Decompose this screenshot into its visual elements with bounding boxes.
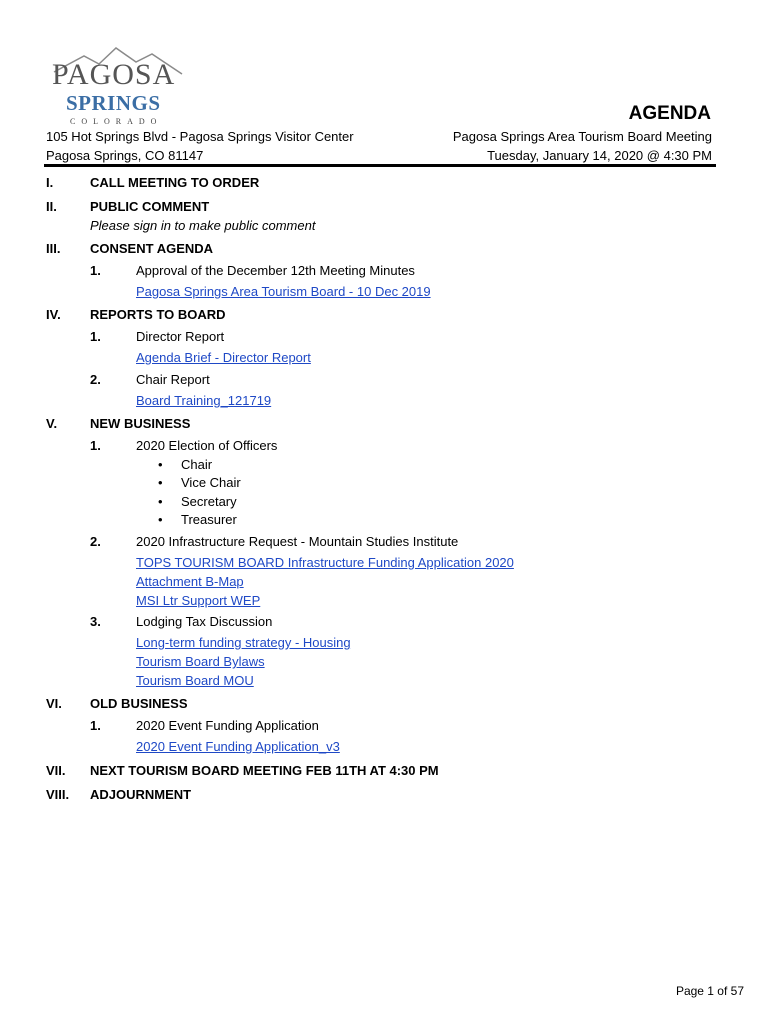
pagosa-springs-logo — [44, 44, 189, 128]
item-text: 2020 Infrastructure Request - Mountain Studies Institute — [136, 534, 459, 549]
msi-letter-link[interactable]: MSI Ltr Support WEP — [136, 593, 261, 608]
section-number: III. — [46, 241, 61, 256]
item-number: 1. — [90, 329, 101, 344]
section-title: NEW BUSINESS — [90, 416, 191, 431]
bullet-icon: • — [158, 494, 163, 509]
section-title: REPORTS TO BOARD — [90, 307, 226, 322]
public-comment-note: Please sign in to make public comment — [90, 218, 316, 233]
bullet-item: Vice Chair — [181, 475, 241, 490]
address-line-2: Pagosa Springs, CO 81147 — [46, 148, 204, 163]
logo-pagosa: PAGOSA — [52, 58, 176, 91]
minutes-link[interactable]: Pagosa Springs Area Tourism Board - 10 Dec 2019 — [136, 284, 431, 299]
bullet-item: Chair — [181, 457, 213, 472]
bullet-icon: • — [158, 512, 163, 527]
section-title: NEXT TOURISM BOARD MEETING FEB 11TH AT 4:30 PM — [90, 763, 439, 778]
section-title: PUBLIC COMMENT — [90, 199, 210, 214]
page-number: Page 1 of 57 — [675, 984, 744, 998]
event-funding-link[interactable]: 2020 Event Funding Application_v3 — [136, 739, 340, 754]
board-training-link[interactable]: Board Training_121719 — [136, 393, 272, 408]
bullet-icon: • — [158, 457, 163, 472]
infrastructure-application-link[interactable]: TOPS TOURISM BOARD Infrastructure Funding Application 2020 — [136, 555, 514, 570]
item-number: 1. — [90, 438, 101, 453]
bullet-item: Treasurer — [181, 512, 237, 527]
section-title: CONSENT AGENDA — [90, 241, 214, 256]
section-number: IV. — [46, 307, 61, 322]
director-report-link[interactable]: Agenda Brief - Director Report — [136, 350, 311, 365]
item-text: Approval of the December 12th Meeting Minutes — [136, 263, 415, 278]
section-title: CALL MEETING TO ORDER — [90, 175, 260, 190]
section-number: VII. — [46, 763, 66, 778]
section-number: V. — [46, 416, 58, 431]
item-text: 2020 Event Funding Application — [136, 718, 319, 733]
meeting-date: Tuesday, January 14, 2020 @ 4:30 PM — [487, 148, 712, 163]
section-number: VIII. — [46, 787, 70, 802]
item-number: 3. — [90, 614, 101, 629]
item-number: 1. — [90, 263, 101, 278]
mou-link[interactable]: Tourism Board MOU — [136, 673, 254, 688]
bullet-icon: • — [158, 475, 163, 490]
header-divider — [44, 164, 716, 167]
item-text: Lodging Tax Discussion — [136, 614, 273, 629]
funding-strategy-link[interactable]: Long-term funding strategy - Housing — [136, 635, 351, 650]
section-title: ADJOURNMENT — [90, 787, 192, 802]
item-number: 2. — [90, 534, 101, 549]
logo-springs: SPRINGS — [66, 91, 161, 115]
item-text: Director Report — [136, 329, 225, 344]
item-text: 2020 Election of Officers — [136, 438, 278, 453]
item-number: 1. — [90, 718, 101, 733]
bylaws-link[interactable]: Tourism Board Bylaws — [136, 654, 265, 669]
section-number: VI. — [46, 696, 62, 711]
meeting-name: Pagosa Springs Area Tourism Board Meeting — [452, 129, 712, 144]
logo-colorado: COLORADO — [70, 117, 163, 126]
bullet-item: Secretary — [181, 494, 237, 509]
section-title: OLD BUSINESS — [90, 696, 188, 711]
section-number: II. — [46, 199, 57, 214]
section-number: I. — [46, 175, 54, 190]
agenda-title: AGENDA — [628, 103, 711, 124]
address-line-1: 105 Hot Springs Blvd - Pagosa Springs Visitor Center — [46, 129, 354, 144]
attachment-map-link[interactable]: Attachment B-Map — [136, 574, 244, 589]
item-text: Chair Report — [136, 372, 210, 387]
item-number: 2. — [90, 372, 101, 387]
